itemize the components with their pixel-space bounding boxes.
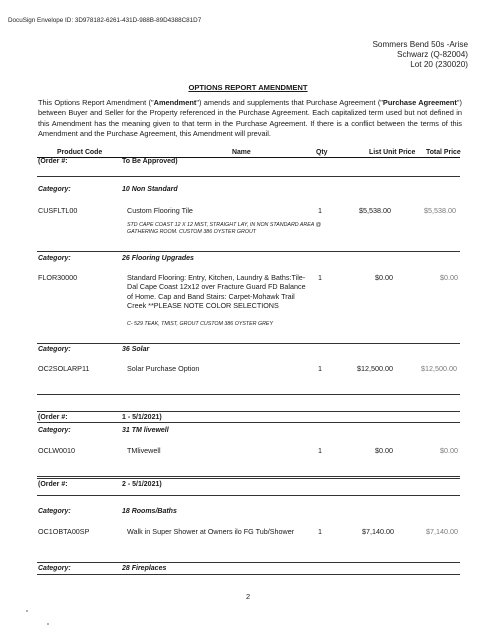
buyer-name: Schwarz (Q-82004)	[397, 50, 468, 59]
order-divider	[37, 411, 460, 412]
community-name: Sommers Bend 50s -Arise	[372, 40, 468, 49]
order-label: (Order #:	[38, 414, 68, 421]
category-value: 10 Non Standard	[122, 186, 178, 193]
product-qty: 1	[318, 446, 322, 455]
order-value: 2 - 5/1/2021)	[122, 481, 162, 488]
col-list-unit-price: List Unit Price	[369, 149, 416, 156]
row-divider	[37, 422, 460, 423]
product-code: FLOR30000	[38, 273, 78, 282]
row-divider	[37, 476, 460, 477]
order-label: (Order #:	[38, 158, 68, 165]
row-divider	[37, 394, 460, 395]
category-value: 28 Fireplaces	[122, 565, 167, 572]
category-label: Category:	[38, 186, 71, 193]
category-value: 18 Rooms/Baths	[122, 508, 177, 515]
product-qty: 1	[318, 364, 322, 373]
header-divider	[37, 157, 460, 158]
category-value: 31 TM livewell	[122, 427, 169, 434]
row-divider	[37, 251, 460, 252]
row-divider	[37, 562, 460, 563]
product-name: Walk in Super Shower at Owners ilo FG Tub/Shower	[127, 527, 295, 536]
product-code: CUSFLTL00	[38, 206, 78, 215]
product-qty: 1	[318, 527, 322, 536]
option-note: C- 529 TEAK, TMIST, GROUT CUSTOM 386 OYSTER GREY	[127, 321, 273, 327]
product-name: Solar Purchase Option	[127, 364, 200, 373]
category-label: Category:	[38, 508, 71, 515]
order-label: (Order #:	[38, 481, 68, 488]
row-divider	[37, 574, 460, 575]
list-unit-price: $12,500.00	[357, 364, 393, 373]
product-name: Custom Flooring Tile	[127, 206, 193, 215]
col-total-price: Total Price	[426, 149, 461, 156]
row-divider	[37, 343, 460, 344]
intro-paragraph: This Options Report Amendment ("Amendment") amends and supplements that Purchase Agreement ("Purchase Agreement") between Buyer and Seller for the Property referenced in the Purchase Agreement. Each capitalized term used but not defined in this Amendment has the meaning given to that term in the Purchase Agreement. If there is a conflict between the terms of this Amendment and the Purchase Agreement, this Amendment will prevail.	[38, 98, 462, 138]
product-qty: 1	[318, 206, 322, 215]
category-label: Category:	[38, 255, 71, 262]
total-price: $0.00	[440, 273, 458, 282]
col-product-code: Product Code	[57, 149, 103, 156]
product-code: OC1OBTA00SP	[38, 527, 90, 536]
row-divider	[37, 176, 460, 177]
product-qty: 1	[318, 273, 322, 282]
order-value: 1 - 5/1/2021)	[122, 414, 162, 421]
category-label: Category:	[38, 565, 71, 572]
page-number: 2	[245, 592, 251, 601]
lot-number: Lot 20 (230020)	[410, 60, 468, 69]
order-value: To Be Approved)	[122, 158, 178, 165]
product-code: OCLW0010	[38, 446, 76, 455]
option-note: STD CAPE COAST 12 X 12 MIST, STRAIGHT LAY, IN NON STANDARD AREA @ GATHERING ROOM. CUSTOM 386 OYSTER GROUT	[127, 222, 321, 236]
list-unit-price: $0.00	[375, 446, 393, 455]
product-code: OC2SOLARP11	[38, 364, 90, 373]
envelope-id: DocuSign Envelope ID: 3D978182-6261-431D-988B-89D4388C81D7	[8, 17, 202, 24]
category-value: 26 Flooring Upgrades	[122, 255, 194, 262]
scan-speck	[26, 610, 28, 612]
product-name: Standard Flooring: Entry, Kitchen, Laundry & Baths:Tile-Dal Cape Coast 12x12 over Fracture Guard FD Balance of Home. Cap and Band Stairs: Carpet-Mohawk Trail Creek **PLEASE NOTE COLOR SELECTIONS	[127, 273, 306, 311]
total-price: $5,538.00	[424, 206, 456, 215]
product-name: TMlivewell	[127, 446, 161, 455]
list-unit-price: $7,140.00	[362, 527, 394, 536]
row-divider	[37, 495, 460, 496]
list-unit-price: $0.00	[375, 273, 393, 282]
document-title: OPTIONS REPORT AMENDMENT	[188, 83, 308, 92]
total-price: $12,500.00	[421, 364, 457, 373]
total-price: $7,140.00	[426, 527, 458, 536]
total-price: $0.00	[440, 446, 458, 455]
category-label: Category:	[38, 427, 71, 434]
list-unit-price: $5,538.00	[359, 206, 391, 215]
col-name: Name	[232, 149, 251, 156]
scan-speck	[47, 623, 49, 625]
category-label: Category:	[38, 346, 71, 353]
col-qty: Qty	[316, 149, 328, 156]
category-value: 36 Solar	[122, 346, 150, 353]
order-divider	[37, 478, 460, 479]
